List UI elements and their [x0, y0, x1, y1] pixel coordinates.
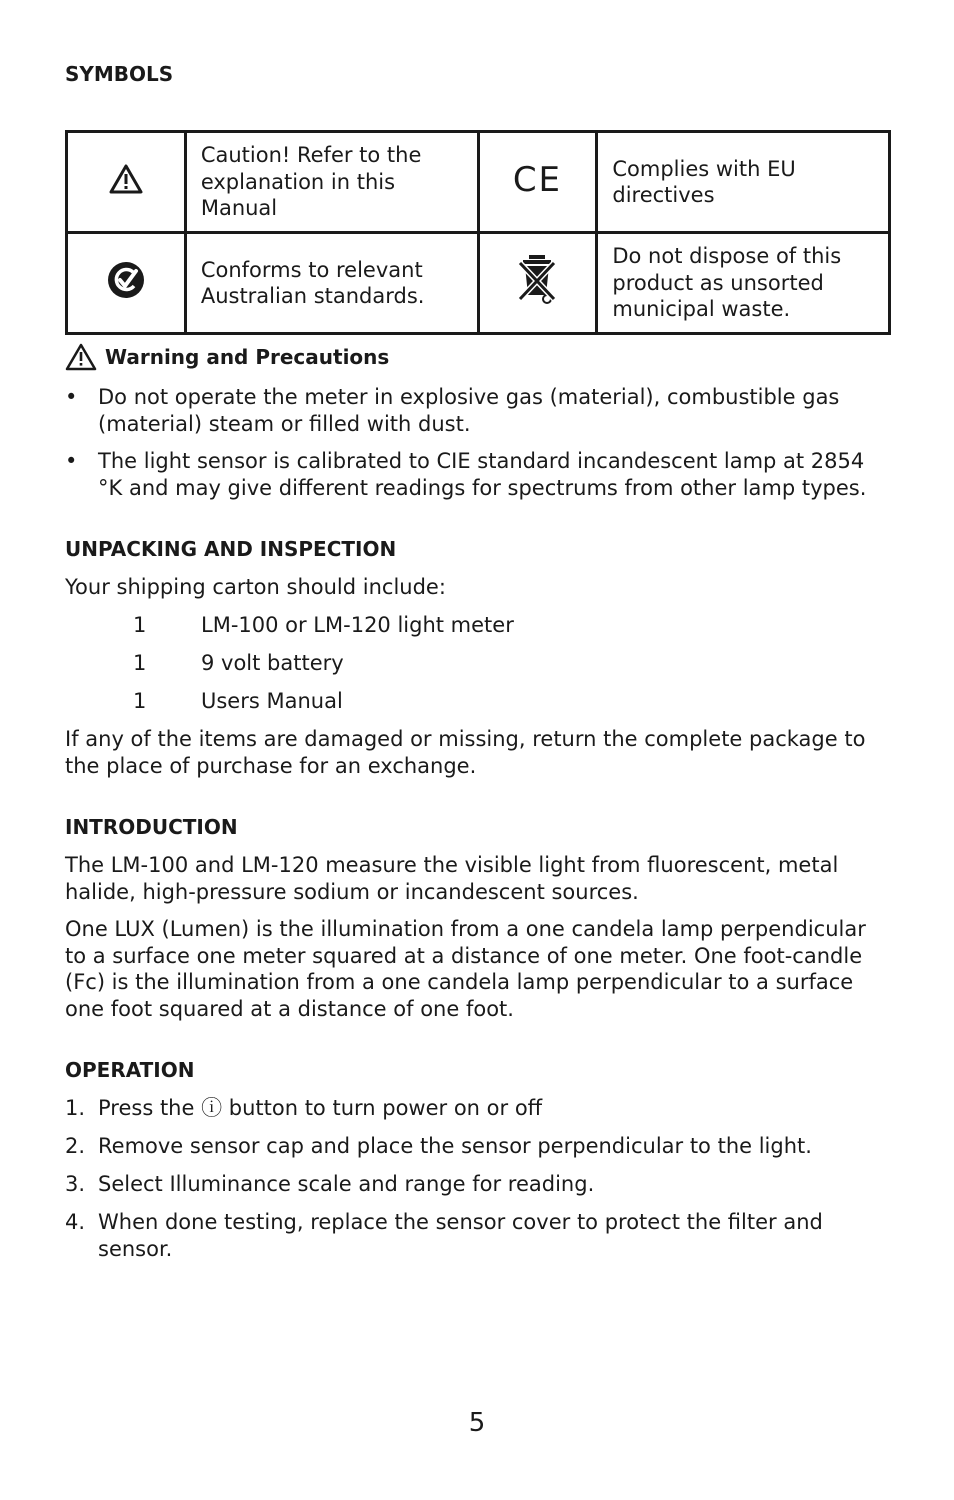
item-name: 9 volt battery: [201, 651, 344, 675]
warning-triangle-icon: [65, 343, 97, 371]
table-row: [67, 132, 890, 233]
ce-cell: [478, 132, 597, 233]
caution-description: Caution! Refer to the explanation in this Manual: [185, 132, 478, 233]
step-text: Remove sensor cap and place the sensor perpendicular to the light.: [98, 1134, 812, 1158]
warning-triangle-icon: [109, 164, 143, 194]
ctick-description: Conforms to relevant Australian standards.: [185, 233, 478, 334]
list-item: [65, 1171, 891, 1198]
crossed-bin-icon: [517, 253, 557, 307]
introduction-paragraph: One LUX (Lumen) is the illumination from a one candela lamp perpendicular to a surface one meter squared at a distance of one meter. One foot-candle (Fc) is the illumination from a one candela lamp perpendicular to a surface one foot squared at a distance of one foot.: [65, 917, 866, 1021]
list-item: [65, 1209, 891, 1262]
weee-cell: [478, 233, 597, 334]
warning-text: Do not operate the meter in explosive gas (material), combustible gas (material) steam or filled with dust.: [98, 385, 840, 436]
step-number: 4.: [65, 1210, 86, 1234]
page-number: 5: [468, 1408, 486, 1438]
weee-description: Do not dispose of this product as unsorted municipal waste.: [597, 233, 890, 334]
unpacking-heading: UNPACKING AND INSPECTION: [65, 537, 397, 561]
warnings-heading: [65, 343, 389, 371]
bullet-icon: •: [65, 385, 78, 409]
step-text: When done testing, replace the sensor cover to protect the filter and sensor.: [98, 1210, 823, 1261]
introduction-heading: INTRODUCTION: [65, 815, 238, 839]
list-item: [65, 1133, 891, 1160]
list-item: [65, 384, 891, 437]
ctick-cell: [67, 233, 186, 334]
step-number: 1.: [65, 1096, 86, 1120]
item-qty: 1: [133, 613, 147, 637]
item-qty: 1: [133, 689, 147, 713]
unpacking-outro: If any of the items are damaged or missing, return the complete package to the place of purchase for an exchange.: [65, 727, 866, 778]
ce-mark-icon: CE: [512, 159, 563, 200]
ce-description: Complies with EU directives: [597, 132, 890, 233]
warnings-heading-text: Warning and Precautions: [105, 345, 390, 369]
caution-cell: [67, 132, 186, 233]
symbols-table: [65, 130, 891, 335]
unpacking-intro: Your shipping carton should include:: [65, 575, 446, 599]
operation-heading: OPERATION: [65, 1058, 195, 1082]
step-number: 3.: [65, 1172, 86, 1196]
step-text: Select Illuminance scale and range for reading.: [98, 1172, 595, 1196]
item-qty: 1: [133, 651, 147, 675]
step-text: Press the ⓘ button to turn power on or off: [98, 1096, 543, 1120]
step-number: 2.: [65, 1134, 86, 1158]
introduction-paragraph: The LM-100 and LM-120 measure the visible light from fluorescent, metal halide, high-pressure sodium or incandescent sources.: [65, 853, 839, 904]
table-row: [67, 233, 890, 334]
list-item: [65, 448, 891, 501]
list-item: [65, 1095, 891, 1122]
symbols-heading: SYMBOLS: [65, 62, 174, 86]
item-name: LM-100 or LM-120 light meter: [201, 613, 514, 637]
warning-text: The light sensor is calibrated to CIE standard incandescent lamp at 2854 °K and may give different readings for spectrums from other lamp types.: [98, 449, 867, 500]
bullet-icon: •: [65, 449, 78, 473]
c-tick-icon: [107, 261, 145, 299]
item-name: Users Manual: [201, 689, 343, 713]
